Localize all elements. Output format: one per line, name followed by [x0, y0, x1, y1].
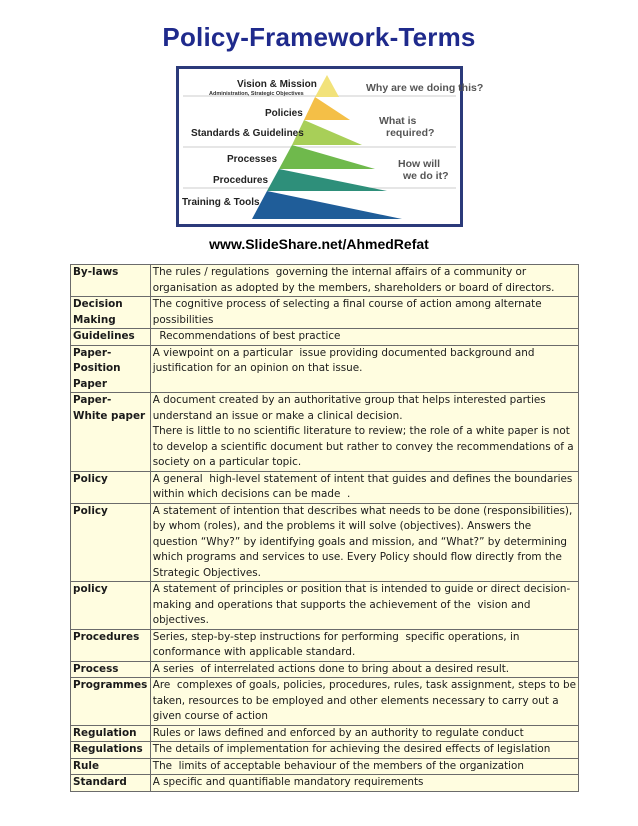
- definition-line: given course of action: [152, 710, 268, 722]
- question-what-line1: What is: [379, 115, 417, 127]
- definition-cell: [150, 471, 578, 503]
- term-line: Paper-: [73, 346, 112, 359]
- pyramid-label-vision: Vision & Mission: [237, 79, 317, 90]
- pyramid-label-training: Training & Tools: [182, 197, 260, 208]
- pyramid-label-processes: Processes: [227, 154, 278, 165]
- definition-line: Are complexes of goals, policies, procedures, rules, task assignment, steps to be: [152, 679, 576, 691]
- definition-cell: [150, 742, 578, 759]
- definition-line: The rules / regulations governing the internal affairs of a community or: [152, 266, 527, 278]
- definition-cell: [150, 297, 578, 329]
- definition-line: The limits of acceptable behaviour of the members of the organization: [152, 759, 525, 772]
- question-how-line2: we do it?: [403, 170, 449, 182]
- pyramid-sublabel-vision: Administration, Strategic Objectives: [209, 91, 304, 97]
- term-line: Paper-: [73, 394, 112, 406]
- term-line: Making: [73, 313, 116, 326]
- definition-cell: [150, 725, 578, 742]
- term-cell: [71, 678, 151, 726]
- term-line: Position: [73, 362, 121, 374]
- term-line: Paper: [73, 377, 107, 390]
- table-row: [71, 758, 579, 775]
- definition-cell: [150, 265, 578, 297]
- table-row: [71, 661, 579, 678]
- term-line: Policy: [73, 472, 108, 485]
- pyramid-label-procedures: Procedures: [213, 175, 269, 186]
- definition-cell: [150, 758, 578, 775]
- question-why: Why are we doing this?: [366, 82, 484, 94]
- term-line: By-laws: [73, 266, 119, 278]
- question-what-line2: required?: [386, 127, 435, 139]
- definition-line: A series of interrelated actions done to bring about a desired result.: [152, 662, 510, 675]
- definition-line: by whom (roles), and the problems it will solve (objectives). Answers the: [152, 520, 532, 532]
- definition-line: objectives.: [152, 614, 209, 626]
- definition-cell: [150, 678, 578, 726]
- term-line: Process: [73, 662, 119, 675]
- definition-cell: [150, 629, 578, 661]
- term-line: Decision: [73, 298, 123, 310]
- table-row: [71, 329, 579, 346]
- definition-line: possibilities: [152, 313, 214, 326]
- table-row: [71, 678, 579, 726]
- definition-cell: [150, 775, 578, 792]
- definition-line: Recommendations of best practice: [152, 330, 341, 342]
- term-cell: [71, 297, 151, 329]
- definition-line: A viewpoint on a particular issue providing documented background and: [152, 346, 535, 359]
- term-line: Procedures: [73, 630, 140, 643]
- definition-line: The cognitive process of selecting a final course of action among alternate: [152, 298, 542, 310]
- pyramid-level-vision: [315, 75, 339, 97]
- term-cell: [71, 742, 151, 759]
- term-cell: [71, 629, 151, 661]
- table-row: [71, 503, 579, 582]
- table-row: [71, 775, 579, 792]
- table-row: [71, 393, 579, 472]
- term-line: White paper: [73, 409, 146, 422]
- definition-line: A general high-level statement of intent that guides and defines the boundaries: [152, 472, 573, 485]
- term-cell: [71, 345, 151, 393]
- definition-cell: [150, 582, 578, 630]
- question-how-line1: How will: [398, 158, 440, 170]
- definition-cell: [150, 345, 578, 393]
- table-row: [71, 725, 579, 742]
- definition-line: within which decisions can be made .: [152, 488, 351, 500]
- definition-cell: [150, 393, 578, 472]
- definition-cell: [150, 661, 578, 678]
- term-line: Programmes: [73, 679, 148, 691]
- pyramid-level-training: [252, 191, 402, 219]
- table-row: [71, 471, 579, 503]
- term-line: policy: [73, 583, 108, 595]
- definition-line: A statement of principles or position that is intended to guide or direct decision-: [152, 583, 571, 595]
- definition-line: conformance with applicable standard.: [152, 646, 356, 658]
- term-line: Standard: [73, 776, 127, 788]
- definition-cell: [150, 329, 578, 346]
- definition-line: A specific and quantifiable mandatory requirements: [152, 776, 424, 788]
- pyramid-label-policies: Policies: [265, 108, 303, 119]
- table-row: [71, 742, 579, 759]
- definition-line: justification for an opinion on that issue.: [152, 362, 363, 374]
- term-cell: [71, 471, 151, 503]
- definition-line: understand an issue or make a clinical decision.: [152, 409, 403, 422]
- table-row: [71, 265, 579, 297]
- term-line: Rule: [73, 759, 100, 772]
- definition-line: A document created by an authoritative group that helps interested parties: [152, 394, 546, 406]
- table-row: [71, 629, 579, 661]
- term-cell: [71, 503, 151, 582]
- definition-line: There is little to no scientific literature to review; the role of a white paper is not: [152, 425, 570, 437]
- term-cell: [71, 393, 151, 472]
- source-url: www.SlideShare.net/AhmedRefat: [209, 236, 429, 252]
- term-line: Regulation: [73, 726, 137, 739]
- pyramid-diagram: [179, 69, 484, 224]
- pyramid-level-processes: [279, 145, 375, 169]
- term-line: Policy: [73, 504, 108, 517]
- definition-line: question “Why?” by identifying goals and mission, and “What?” by determining: [152, 535, 568, 548]
- pyramid-level-policies: [304, 97, 350, 120]
- table-row: [71, 345, 579, 393]
- definition-line: taken, resources to be employed and other elements necessary to carry out a: [152, 694, 559, 707]
- term-cell: [71, 265, 151, 297]
- term-cell: [71, 582, 151, 630]
- definition-cell: [150, 503, 578, 582]
- term-cell: [71, 725, 151, 742]
- term-cell: [71, 661, 151, 678]
- definition-line: The details of implementation for achieving the desired effects of legislation: [152, 743, 551, 755]
- pyramid-level-procedures: [267, 169, 387, 191]
- pyramid-label-standards: Standards & Guidelines: [191, 128, 304, 139]
- term-line: Guidelines: [73, 330, 135, 342]
- pyramid-figure: [176, 66, 484, 227]
- definition-line: which programs and services to use. Every Policy should flow directly from the: [152, 551, 562, 563]
- definition-line: society on a particular topic.: [152, 456, 302, 468]
- definition-line: organisation as adopted by the members, shareholders or board of directors.: [152, 281, 555, 294]
- term-cell: [71, 758, 151, 775]
- term-cell: [71, 775, 151, 792]
- definition-line: Series, step-by-step instructions for performing specific operations, in: [152, 630, 520, 643]
- definition-line: to develop a scientific document but rather to convey the recommendations of a: [152, 440, 574, 453]
- definition-line: A statement of intention that describes what needs to be done (responsibilities),: [152, 504, 573, 517]
- terms-table: [70, 264, 579, 792]
- definition-line: making and operations that supports the achievement of the vision and: [152, 598, 531, 611]
- term-cell: [71, 329, 151, 346]
- definition-line: Strategic Objectives.: [152, 566, 261, 579]
- page-title: Policy-Framework-Terms: [162, 22, 476, 52]
- term-line: Regulations: [73, 743, 143, 755]
- definition-line: Rules or laws defined and enforced by an authority to regulate conduct: [152, 726, 524, 739]
- table-row: [71, 297, 579, 329]
- table-row: [71, 582, 579, 630]
